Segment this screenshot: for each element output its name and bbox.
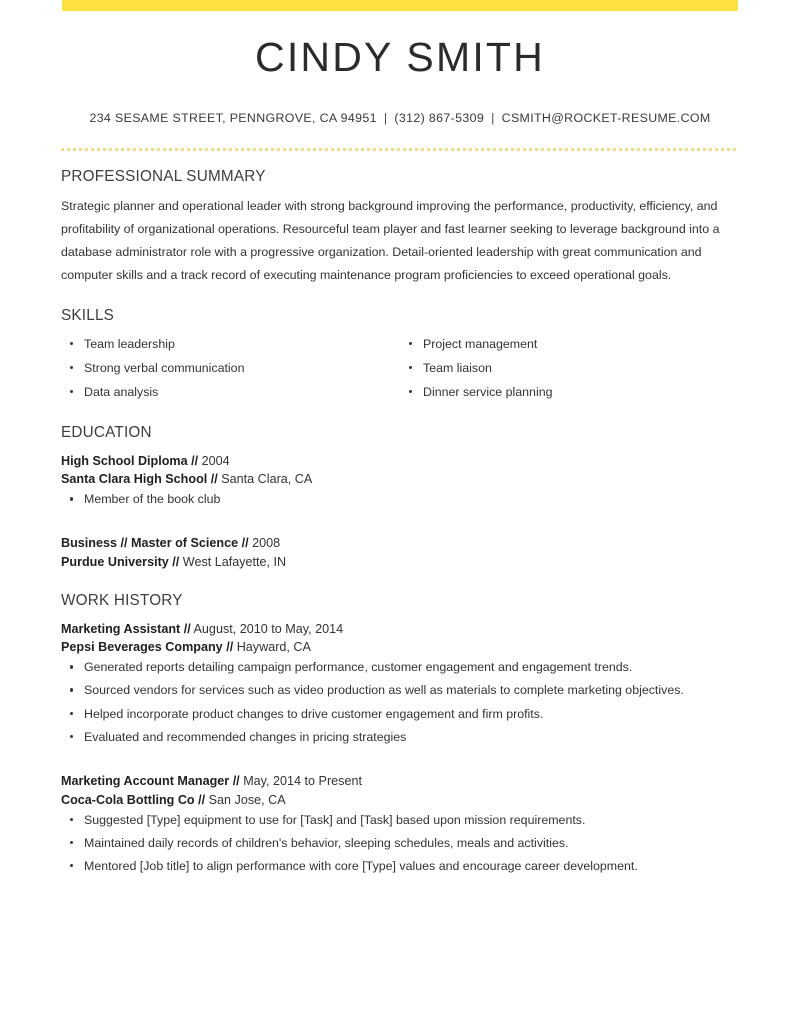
education-bullets: [61, 489, 739, 509]
contact-address: 234 SESAME STREET, PENNGROVE, CA 94951: [89, 110, 377, 125]
list-item: Sourced vendors for services such as video production as well as materials to complete marketing objectives.: [61, 680, 739, 700]
candidate-name: CINDY SMITH: [255, 34, 545, 80]
contact-info-line: [0, 110, 800, 127]
work-company-sep: //: [226, 640, 234, 655]
education-location: West Lafayette, IN: [182, 555, 287, 570]
work-history-entry: [61, 772, 739, 876]
list-item: Data analysis: [61, 382, 400, 402]
list-item: Suggested [Type] equipment to use for [Task] and [Task] based upon mission requirements.: [61, 810, 739, 830]
work-company: Coca-Cola Bottling Co: [61, 792, 195, 807]
contact-separator-2: |: [491, 110, 495, 125]
contact-phone: (312) 867-5309: [394, 110, 485, 125]
list-item: Strong verbal communication: [61, 358, 400, 378]
education-degree: Business // Master of Science: [61, 536, 239, 551]
education-school-line: [61, 470, 739, 489]
list-item: Dinner service planning: [400, 382, 739, 402]
work-dates: August, 2010 to May, 2014: [193, 621, 344, 636]
work-location: San Jose, CA: [208, 792, 286, 807]
work-company-line: [61, 791, 739, 810]
list-item: Helped incorporate product changes to drive customer engagement and firm profits.: [61, 704, 739, 724]
work-bullets: [61, 810, 739, 876]
section-title-skills: SKILLS: [61, 306, 115, 324]
section-title-professional-summary: PROFESSIONAL SUMMARY: [61, 168, 266, 185]
education-year: 2004: [201, 453, 230, 468]
education-degree-line: [61, 452, 739, 471]
list-item: Generated reports detailing campaign performance, customer engagement and engagement trends.: [61, 657, 739, 677]
skills-column-left: [61, 334, 400, 406]
skills-columns: [61, 334, 739, 406]
contact-email: CSMITH@ROCKET-RESUME.COM: [501, 110, 711, 125]
list-item: Evaluated and recommended changes in pricing strategies: [61, 727, 739, 747]
education-degree-sep: //: [241, 536, 249, 551]
work-title-sep: //: [232, 773, 240, 788]
education-degree-line: [61, 534, 739, 553]
section-work-history: [61, 592, 739, 876]
skills-column-right: [400, 334, 739, 406]
education-school-sep: //: [172, 555, 180, 570]
section-title-education: EDUCATION: [61, 424, 152, 442]
section-professional-summary: [61, 168, 739, 287]
section-skills: [61, 307, 739, 407]
education-school: Santa Clara High School: [61, 472, 208, 487]
top-accent-bar: [62, 0, 738, 11]
education-year: 2008: [252, 536, 281, 551]
education-school-line: [61, 553, 739, 572]
contact-separator-1: |: [383, 110, 388, 125]
work-company-sep: //: [198, 792, 206, 807]
list-item: Team leadership: [61, 334, 400, 354]
education-entry: [61, 452, 739, 510]
resume-body: [61, 168, 739, 879]
work-job-title: Marketing Account Manager: [61, 773, 230, 788]
work-job-title: Marketing Assistant: [61, 621, 181, 636]
list-item: Member of the book club: [61, 489, 739, 509]
section-education: [61, 424, 739, 572]
work-dates: May, 2014 to Present: [243, 773, 362, 788]
work-title-line: [61, 772, 739, 791]
section-title-work-history: WORK HISTORY: [61, 592, 183, 610]
education-school-sep: //: [210, 472, 218, 487]
list-item: Mentored [Job title] to align performance with core [Type] values and encourage career development.: [61, 856, 739, 876]
work-history-entry: [61, 620, 739, 747]
work-bullets: [61, 657, 739, 746]
education-entry: [61, 534, 739, 572]
education-location: Santa Clara, CA: [221, 472, 313, 487]
list-item: Project management: [400, 334, 739, 354]
header-divider: [61, 148, 739, 151]
professional-summary-text: Strategic planner and operational leader with strong background improving the performance, productivity, efficiency, and profitability of organizational operations. Resourceful team player and fast learner seeking to leverage background into a database administrator role with a progressive organization. Detail-oriented leadership with great communication and computer skills and a track record of executing maintenance program proficiencies to exceed operational goals.: [61, 199, 720, 282]
list-item: Team liaison: [400, 358, 739, 378]
work-company-line: [61, 638, 739, 657]
work-company: Pepsi Beverages Company: [61, 640, 223, 655]
work-location: Hayward, CA: [236, 640, 311, 655]
education-degree-sep: //: [191, 453, 199, 468]
education-degree: High School Diploma: [61, 453, 188, 468]
education-school: Purdue University: [61, 555, 169, 570]
resume-header: [0, 0, 800, 127]
list-item: Maintained daily records of children's behavior, sleeping schedules, meals and activities.: [61, 833, 739, 853]
work-title-sep: //: [183, 621, 191, 636]
work-title-line: [61, 620, 739, 639]
